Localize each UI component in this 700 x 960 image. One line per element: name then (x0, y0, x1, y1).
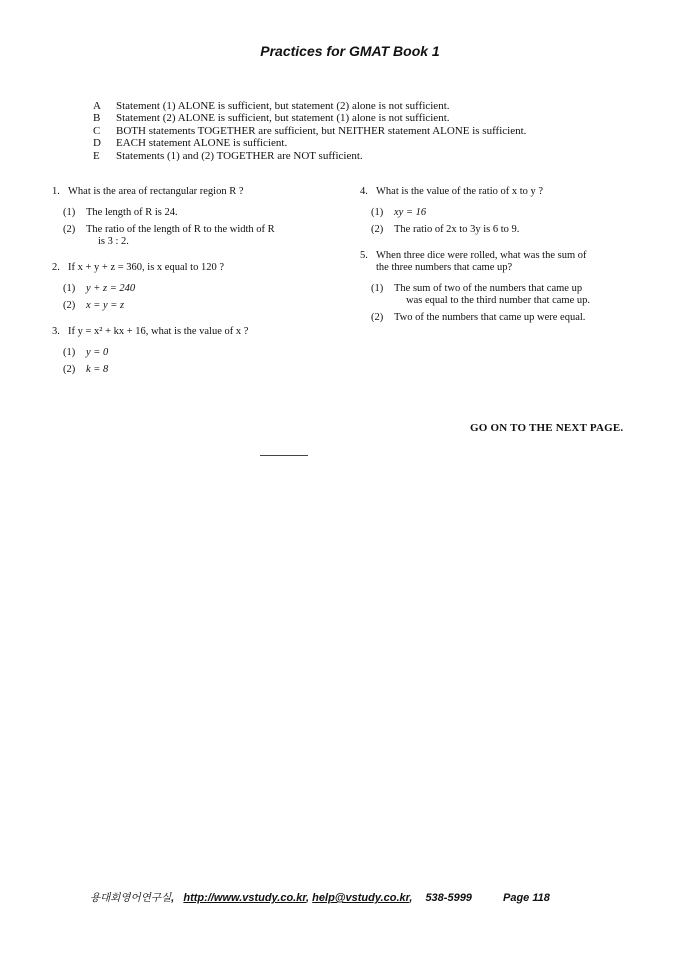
statement-1 (371, 207, 660, 219)
statement-label: (1) (63, 283, 76, 294)
question-stem-continued: the three numbers that came up? (376, 262, 513, 273)
statement-2 (371, 224, 660, 236)
statement-1 (63, 207, 352, 219)
statement-text: k = 8 (86, 364, 109, 375)
choice-letter: E (93, 149, 100, 162)
statement-label: (2) (371, 224, 384, 235)
statement-text: Two of the numbers that came up were equal. (394, 312, 586, 323)
statement-text: y + z = 240 (86, 283, 136, 294)
statement-label: (1) (63, 207, 76, 218)
choice-letter: C (93, 124, 101, 137)
statement-2 (63, 224, 352, 248)
statement-text: y = 0 (86, 347, 109, 358)
question-number: 5. (360, 250, 368, 261)
question-5 (360, 250, 660, 324)
answer-choice-b (93, 112, 526, 124)
answer-choice-c (93, 125, 526, 137)
answer-choice-d (93, 137, 526, 149)
statement-1 (371, 283, 660, 307)
statement-2 (371, 312, 660, 324)
statement-text-continued: is 3 : 2. (98, 236, 129, 247)
question-number: 4. (360, 186, 368, 197)
choice-letter: D (93, 137, 101, 150)
statement-label: (2) (63, 300, 76, 311)
choice-letter: B (93, 112, 101, 125)
choice-text: EACH statement ALONE is sufficient. (116, 137, 288, 150)
divider-rule (260, 455, 308, 456)
question-2 (52, 262, 352, 312)
answer-choices-legend (93, 100, 526, 162)
statement-label: (2) (63, 364, 76, 375)
questions-left-column (52, 186, 352, 388)
question-stem: What is the area of rectangular region R ? (68, 186, 244, 197)
page-title: Practices for GMAT Book 1 (260, 43, 440, 59)
answer-choice-a (93, 100, 526, 112)
footer-separator: , (171, 892, 175, 904)
statement-label: (1) (371, 207, 384, 218)
statement-label: (1) (371, 283, 384, 294)
question-1 (52, 186, 352, 248)
statement-2 (63, 300, 352, 312)
questions-right-column (360, 186, 660, 336)
choice-text: Statement (1) ALONE is sufficient, but statement (2) alone is not sufficient. (116, 100, 450, 112)
page-footer: 용대회영어연구실, http://www.vstudy.co.kr, help@vstudy.co.kr, 538-5999 Page 118 (90, 892, 550, 904)
choice-letter: A (93, 100, 101, 112)
continue-note: GO ON TO THE NEXT PAGE. (470, 422, 624, 434)
question-3 (52, 326, 352, 376)
question-number: 3. (52, 326, 60, 337)
statement-1 (63, 283, 352, 295)
question-number: 1. (52, 186, 60, 197)
statement-text: The ratio of the length of R to the width of R (86, 224, 275, 235)
footer-phone: 538-5999 (425, 892, 472, 904)
statement-1 (63, 347, 352, 359)
page-number: Page 118 (503, 892, 550, 904)
question-4 (360, 186, 660, 236)
footer-org: 용대회영어연구실 (90, 892, 172, 904)
question-stem: If x + y + z = 360, is x equal to 120 ? (68, 262, 224, 273)
choice-text: Statements (1) and (2) TOGETHER are NOT sufficient. (116, 149, 363, 162)
footer-email-link[interactable]: help@vstudy.co.kr (312, 892, 410, 904)
statement-2 (63, 364, 352, 376)
question-stem: When three dice were rolled, what was the sum of (376, 250, 587, 261)
question-stem: If y = x² + kx + 16, what is the value of x ? (68, 326, 249, 337)
statement-label: (2) (371, 312, 384, 323)
statement-text: xy = 16 (394, 207, 427, 218)
question-number: 2. (52, 262, 60, 273)
footer-website-link[interactable]: http://www.vstudy.co.kr (183, 892, 307, 904)
statement-label: (2) (63, 224, 76, 235)
choice-text: Statement (2) ALONE is sufficient, but statement (1) alone is not sufficient. (116, 112, 450, 125)
statement-text-continued: was equal to the third number that came up. (406, 295, 590, 306)
statement-text: The sum of two of the numbers that came up (394, 283, 583, 294)
statement-text: x = y = z (86, 300, 125, 311)
answer-choice-e (93, 150, 526, 162)
statement-text: The length of R is 24. (86, 207, 178, 218)
statement-label: (1) (63, 347, 76, 358)
statement-text: The ratio of 2x to 3y is 6 to 9. (394, 224, 520, 235)
choice-text: BOTH statements TOGETHER are sufficient, but NEITHER statement ALONE is sufficient. (116, 124, 527, 137)
question-stem: What is the value of the ratio of x to y ? (376, 186, 544, 197)
